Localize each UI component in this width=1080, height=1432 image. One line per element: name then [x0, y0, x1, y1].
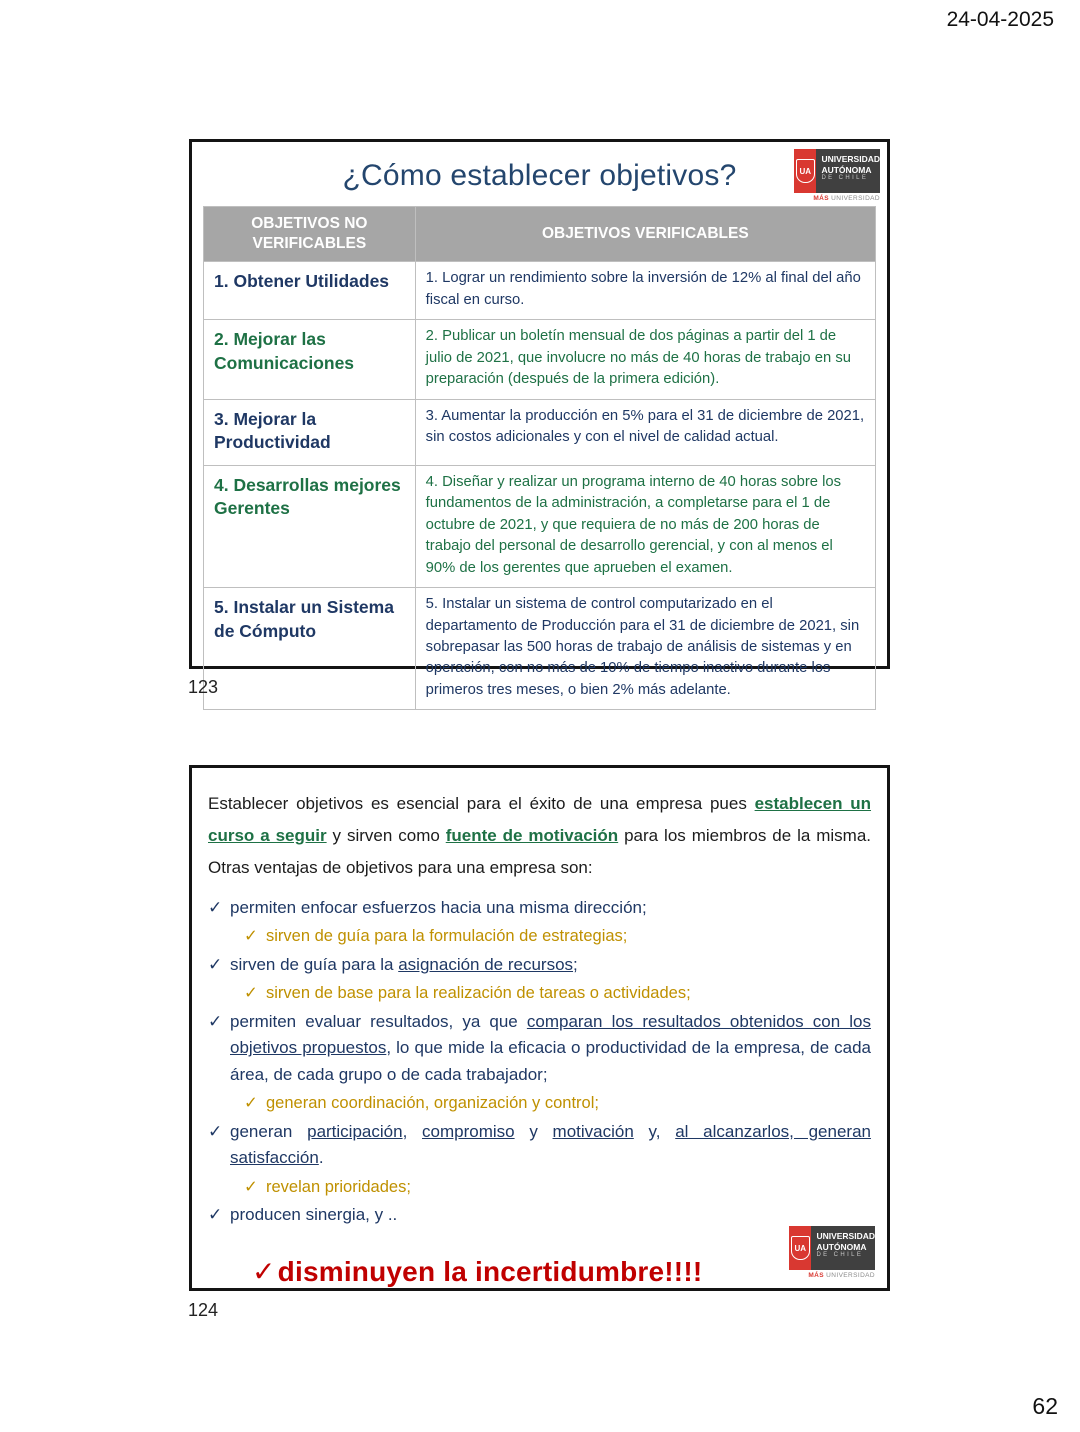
table-row	[204, 399, 876, 465]
bullet-text	[230, 895, 871, 921]
bullet-item	[244, 924, 871, 949]
verifiable-objective-cell: 2. Publicar un boletín mensual de dos páginas a partir del 1 de julio de 2021, que involucre no más de 40 horas de trabajo en su preparación (después de la primera edición).	[415, 320, 875, 399]
bullet-item	[208, 1119, 871, 1172]
slide-number-label: 124	[188, 1300, 219, 1320]
text-segment: al alcanzarlos, generan satisfacción	[230, 1121, 871, 1168]
logo-shield-icon: UA	[794, 149, 816, 193]
checkmark-icon: ✓	[244, 927, 258, 946]
checkmark-icon: ✓	[208, 954, 223, 974]
logo-name-line: AUTÓNOMA	[821, 164, 872, 175]
logo-tagline: MÁS UNIVERSIDAD	[813, 195, 880, 202]
text-segment: para los miembros de la misma. Otras ventajas de objetivos para una empresa son:	[208, 825, 872, 877]
table-row	[204, 588, 876, 710]
text-segment: generan	[230, 1121, 308, 1141]
bullet-text	[266, 1175, 871, 1200]
page-number: 62	[1032, 1393, 1058, 1419]
objectives-table	[203, 206, 876, 710]
text-segment: , lo que mide la eficacia o productividad de la empresa, de cada área, de cada grupo o de cada trabajador;	[230, 1038, 871, 1084]
bullet-item	[244, 1175, 871, 1200]
text-segment: sirven de base para la realización de tareas o actividades;	[266, 984, 691, 1003]
text-segment: comparan los resultados obtenidos con los objetivos propuestos	[230, 1012, 871, 1058]
text-segment: .	[318, 1148, 324, 1168]
text-segment: generan coordinación, organización y control;	[266, 1094, 599, 1113]
bullet-text	[266, 924, 871, 949]
table-row	[204, 320, 876, 399]
bullet-text	[230, 1119, 871, 1172]
text-segment: y sirven como	[326, 825, 446, 845]
text-segment: ,	[402, 1121, 423, 1141]
text-segment: compromiso	[422, 1121, 515, 1141]
text-segment: sirven de guía para la formulación de estrategias;	[266, 927, 628, 946]
bullet-text	[230, 952, 871, 978]
text-segment: sirven de guía para la	[230, 954, 399, 974]
verifiable-objective-cell: 5. Instalar un sistema de control computarizado en el departamento de Producción para el 31 de diciembre de 2021, sin sobrepasar las 500 horas de trabajo de análisis de sistemas y en operación, con no más de 10% de tiempo inactivo durante los primeros tres meses, o bien 2% más adelante.	[415, 588, 875, 710]
text-segment: ;	[573, 954, 578, 974]
text-segment: establecen un curso a seguir	[208, 794, 872, 845]
university-logo	[789, 1226, 875, 1279]
bullet-text	[230, 1009, 871, 1088]
bullet-text	[230, 1202, 871, 1228]
logo-name-line: DE CHILE	[821, 175, 869, 182]
text-segment: revelan prioridades;	[266, 1177, 411, 1196]
slide-title: ¿Cómo establecer objetivos?	[342, 159, 737, 192]
checkmark-icon: ✓	[244, 1094, 258, 1113]
table-row	[204, 465, 876, 587]
nonverifiable-objective-cell: 4. Desarrollas mejores Gerentes	[204, 465, 416, 587]
verifiable-objective-cell: 3. Aumentar la producción en 5% para el 31 de diciembre de 2021, sin costos adicionales y con el nivel de calidad actual.	[415, 399, 875, 465]
text-segment: fuente de motivación	[445, 825, 619, 845]
slide-124	[189, 765, 890, 1291]
logo-tagline: MÁS UNIVERSIDAD	[808, 1272, 875, 1279]
logo-name-line: DE CHILE	[816, 1252, 864, 1259]
bullet-item	[208, 895, 871, 921]
bullet-item	[208, 1202, 871, 1228]
column-header-verifiable: OBJETIVOS VERIFICABLES	[415, 207, 875, 262]
verifiable-objective-cell: 4. Diseñar y realizar un programa interno de 40 horas sobre los fundamentos de la administración, a completarse para el 1 de octubre de 2021, y que requiera de no más de 200 horas de trabajo del personal de desarrollo gerencial, y con al menos el 90% de los gerentes que aprueben el examen.	[415, 465, 875, 587]
checkmark-icon: ✓	[252, 1255, 276, 1287]
bullet-item	[208, 952, 871, 978]
bullet-item	[244, 981, 871, 1006]
nonverifiable-objective-cell: 1. Obtener Utilidades	[204, 262, 416, 320]
text-segment: y,	[633, 1121, 676, 1141]
bullet-item	[244, 1091, 871, 1116]
logo-name-line: UNIVERSIDAD	[821, 154, 880, 164]
nonverifiable-objective-cell: 2. Mejorar las Comunicaciones	[204, 320, 416, 399]
bullet-text	[266, 981, 871, 1006]
closing-statement: ✓disminuyen la incertidumbre!!!!	[252, 1255, 703, 1287]
logo-name-line: AUTÓNOMA	[816, 1241, 867, 1252]
column-header-nonverifiable: OBJETIVOS NO VERIFICABLES	[204, 207, 416, 262]
lead-paragraph	[208, 788, 871, 884]
checkmark-icon: ✓	[244, 984, 258, 1003]
text-segment: permiten evaluar resultados, ya que	[230, 1012, 527, 1032]
text-segment: permiten enfocar esfuerzos hacia una misma dirección;	[230, 897, 647, 917]
checkmark-icon: ✓	[208, 897, 223, 917]
logo-shield-icon: UA	[789, 1226, 811, 1270]
university-logo	[794, 149, 880, 202]
nonverifiable-objective-cell: 3. Mejorar la Productividad	[204, 399, 416, 465]
verifiable-objective-cell: 1. Lograr un rendimiento sobre la inversión de 12% al final del año fiscal en curso.	[415, 262, 875, 320]
checkmark-icon: ✓	[208, 1205, 223, 1225]
table-row	[204, 262, 876, 320]
logo-name-line: UNIVERSIDAD	[816, 1231, 875, 1241]
checkmark-icon: ✓	[208, 1012, 223, 1032]
slide-number-label: 123	[188, 677, 219, 697]
text-segment: motivación	[552, 1121, 634, 1141]
checkmark-icon: ✓	[208, 1121, 223, 1141]
text-segment: producen sinergia, y ..	[230, 1205, 398, 1225]
advantages-bullet-list	[208, 895, 871, 1229]
page-date: 24-04-2025	[946, 8, 1054, 31]
nonverifiable-objective-cell: 5. Instalar un Sistema de Cómputo	[204, 588, 416, 710]
bullet-item	[208, 1009, 871, 1088]
text-segment: asignación de recursos	[398, 954, 574, 974]
bullet-text	[266, 1091, 871, 1116]
checkmark-icon: ✓	[244, 1177, 258, 1196]
text-segment: participación	[307, 1121, 403, 1141]
text-segment: Establecer objetivos es esencial para el éxito de una empresa pues	[208, 794, 755, 813]
text-segment: y	[514, 1121, 553, 1141]
